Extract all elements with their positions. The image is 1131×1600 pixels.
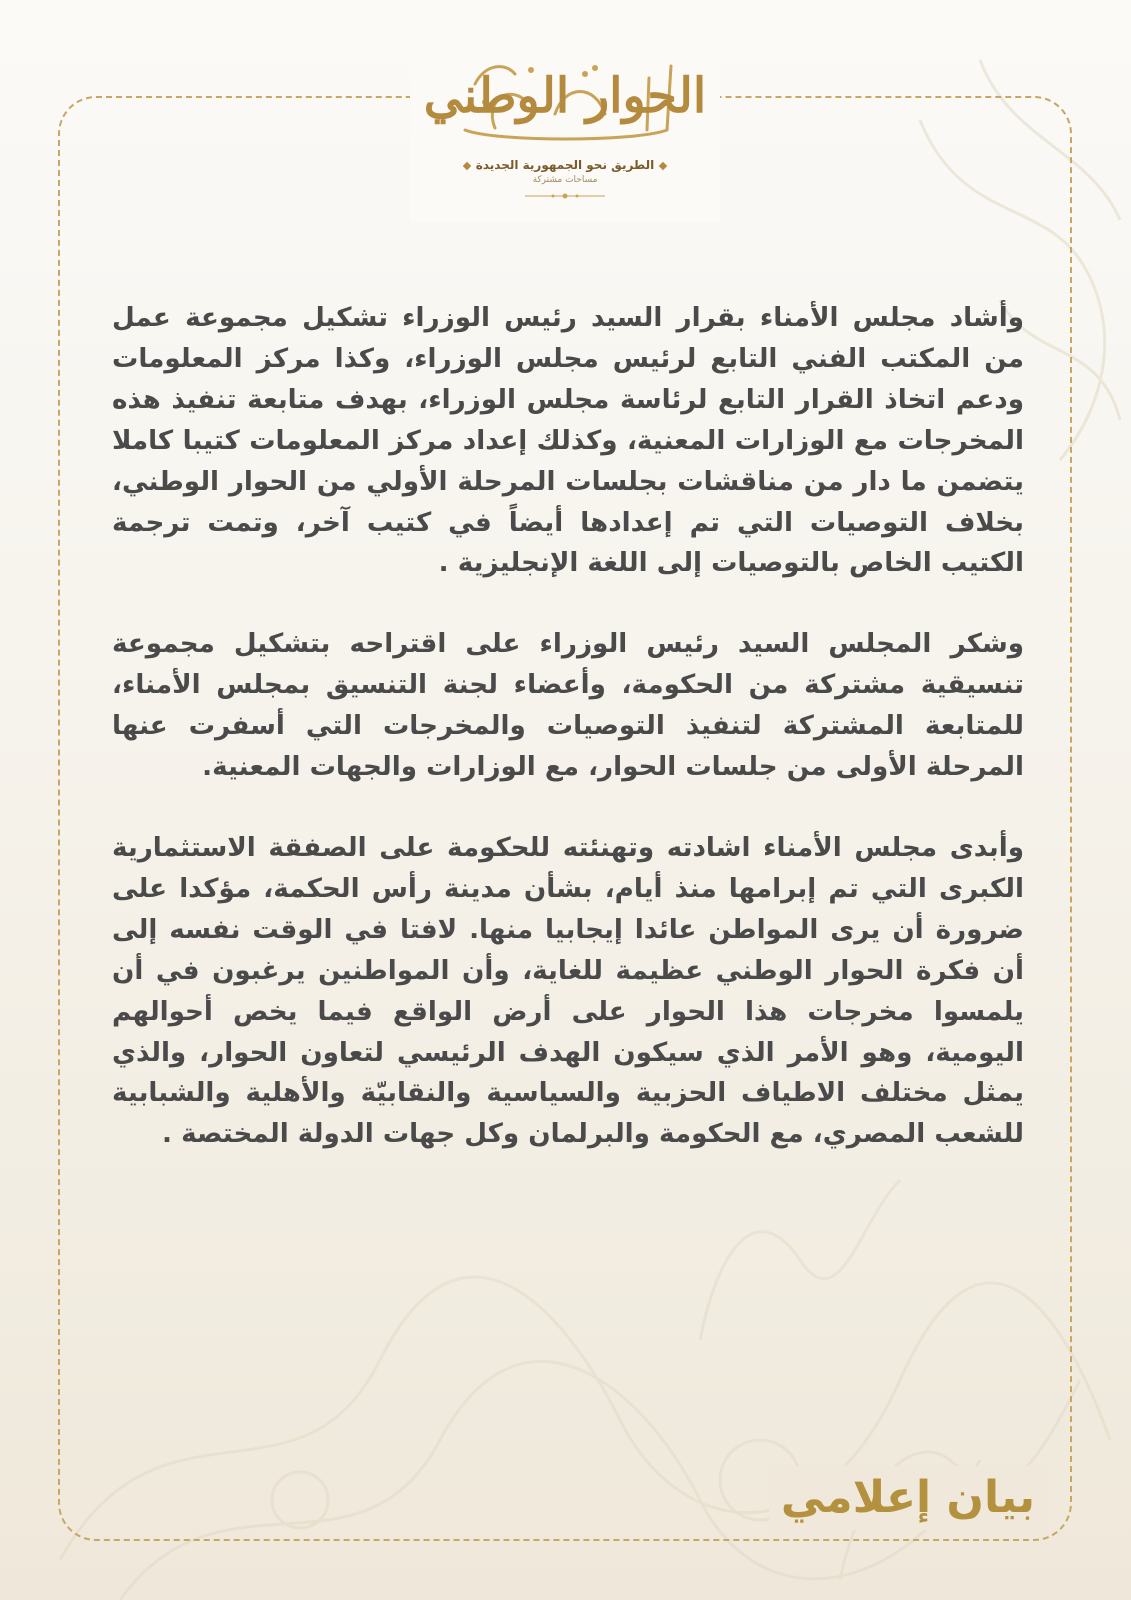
logo-subtagline: مساحات مشتركة [532,175,598,185]
logo-block [410,22,720,222]
logo-tagline [410,158,720,172]
diamond-icon [659,161,667,169]
logo-text: الحوار الوطني [423,68,707,124]
body-paragraph: وأبدى مجلس الأمناء اشادته وتهنئته للحكومة على الصفقة الاستثمارية الكبرى التي تم إبرامها منذ أيام، بشأن مدينة رأس الحكمة، مؤكدا على ضرورة أن يرى المواطن عائدا إيجابيا منها. لافتا في الوقت نفسه إلى أن فكرة الحوار الوطني عظيمة للغاية، وأن المواطنين يرغبون في أن يلمسوا مخرجات هذا الحوار على أرض الواقع فيما يخص أحوالهم اليومية، وهو الأمر الذي سيكون الهدف الرئيسي لتعاون الحوار، والذي يمثل مختلف الاطياف الحزبية والسياسية والنقابيّة والأهلية والشبابية للشعب المصري، مع الحكومة والبرلمان وكل جهات الدولة المختصة . [112,832,1024,1150]
ornament-divider [523,191,607,201]
tagline-text: الطريق نحو الجمهورية الجديدة [475,158,655,172]
diamond-icon [463,161,471,169]
body-paragraph: وشكر المجلس السيد رئيس الوزراء على اقتراحه بتشكيل مجموعة تنسيقية مشتركة من الحكومة، وأعضاء لجنة التنسيق بمجلس الأمناء، للمتابعة المشتركة لتنفيذ التوصيات والمخرجات التي أسفرت عنها المرحلة الأولى من جلسات الحوار، مع الوزارات والجهات المعنية. [112,629,1024,783]
body-paragraph: وأشاد مجلس الأمناء بقرار السيد رئيس الوزراء تشكيل مجموعة عمل من المكتب الفني التابع لرئيس مجلس الوزراء، وكذا مركز المعلومات ودعم اتخاذ القرار التابع لرئاسة مجلس الوزراء، بهدف متابعة تنفيذ هذه المخرجات مع الوزارات المعنية، وكذلك إعداد مركز المعلومات كتيبا كاملا يتضمن ما دار من مناقشات بجلسات المرحلة الأولي من الحوار الوطني، بخلاف التوصيات التي تم إعدادها أيضاً في كتيب آخر، وتمت ترجمة الكتيب الخاص بالتوصيات إلى اللغة الإنجليزية . [112,303,1024,579]
press-release-label: بيان إعلامي [769,1466,1047,1530]
statement-body [112,298,1024,1155]
